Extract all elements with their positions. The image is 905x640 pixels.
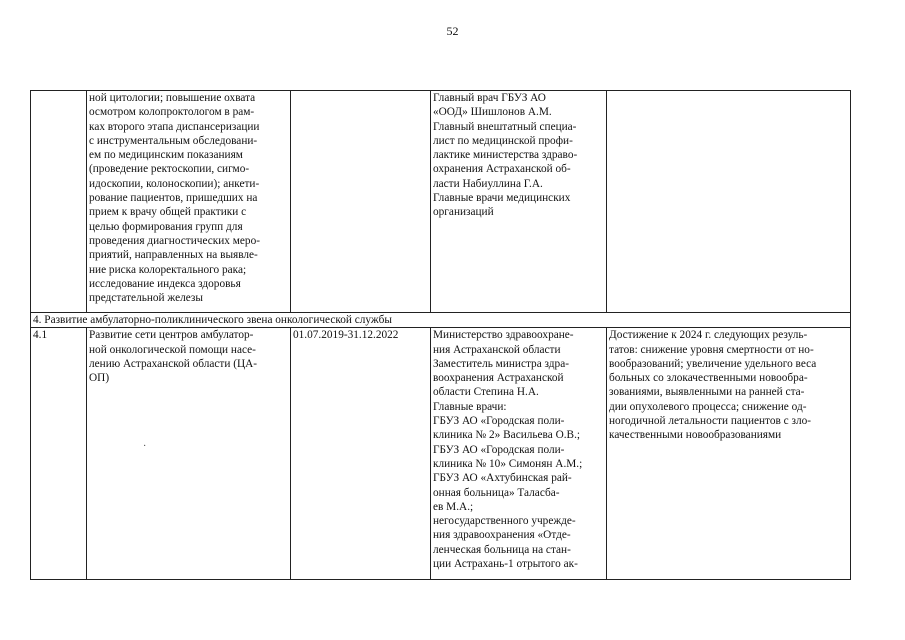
period-cell: 01.07.2019-31.12.2022 (291, 328, 431, 580)
row-number-cell: 4.1 (31, 328, 87, 580)
section-heading-row (31, 313, 851, 328)
table-row (31, 91, 851, 313)
activity-cell: Развитие сети центров амбулатор- ной онкологической помощи насе- лению Астраханской области (ЦА- ОП) (87, 328, 291, 580)
result-cell: Достижение к 2024 г. следующих резуль- татов: снижение уровня смертности от но- вообразований; увеличение удельного веса больных со злокачественными новообра- зованиями, выявленными на ранней ста- дии опухолевого процесса; снижение од- ногодичной летальности пациентов с зло- качественными новообразованиями (607, 328, 851, 580)
plan-table (30, 90, 851, 580)
period-cell (291, 91, 431, 313)
activity-cell: ной цитологии; повышение охвата осмотром колопроктологом в рам- ках второго этапа диспансеризации с инструментальным обследовани- ем по медицинским показаниям (проведение ректоскопии, сигмо- идоскопии, колоноскопии); анкети- рование пациентов, пришедших на прием к врачу общей практики с целью формирования групп для проведения диагностических меро- приятий, направленных на выявле- ние риска колоректального рака; исследование индекса здоровья предстательной железы (87, 91, 291, 313)
responsible-cell: Министерство здравоохране- ния Астраханской области Заместитель министра здра- воохранения Астраханской области Степина Н.А. Главные врачи: ГБУЗ АО «Городская поли- клиника № 2» Васильева О.В.; ГБУЗ АО «Городская поли- клиника № 10» Симонян А.М.; ГБУЗ АО «Ахтубинская рай- онная больница» Таласба- ев М.А.; негосударственного учрежде- ния здравоохранения «Отде- ленческая больница на стан- ции Астрахань-1 отрытого ак- (431, 328, 607, 580)
result-cell (607, 91, 851, 313)
section-heading: 4. Развитие амбулаторно-поликлинического звена онкологической службы (31, 313, 851, 328)
row-number-cell (31, 91, 87, 313)
table-row (31, 328, 851, 580)
responsible-cell: Главный врач ГБУЗ АО «ООД» Шишлонов А.М. Главный внештатный специа- лист по медицинской профи- лактике министерства здраво- охранения Астраханской об- ласти Набиуллина Г.А. Главные врачи медицинских организаций (431, 91, 607, 313)
page-number: 52 (446, 24, 459, 38)
scan-speck: · (143, 441, 147, 452)
